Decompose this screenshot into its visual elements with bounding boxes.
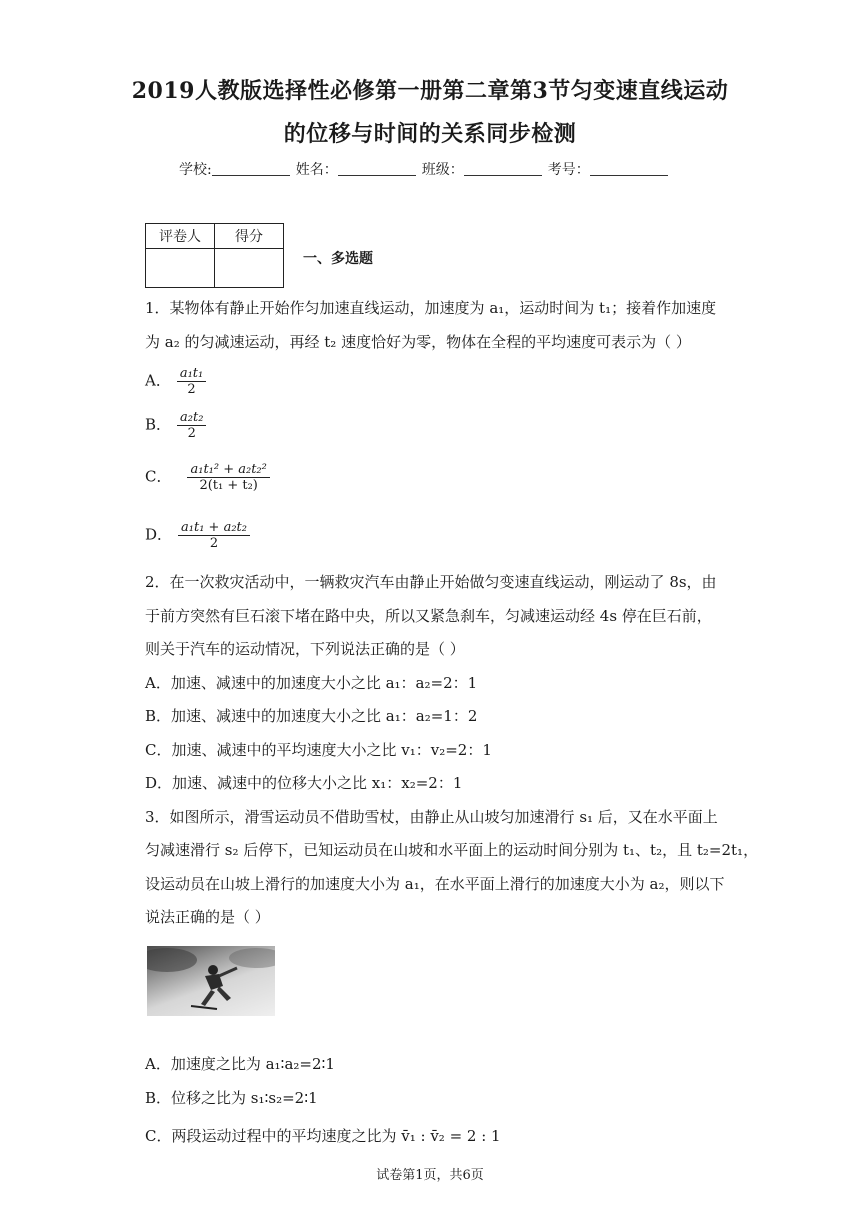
option-label: B． [145, 415, 172, 434]
number-blank[interactable] [590, 163, 668, 176]
score-cell [215, 249, 284, 288]
student-info-line [179, 159, 674, 179]
class-blank[interactable] [464, 163, 542, 176]
reviewer-cell [146, 249, 215, 288]
q2-line-2: 于前方突然有巨石滚下堵在路中央，所以又紧急刹车，匀减速运动经 4s 停在巨石前， [145, 607, 712, 625]
denominator: 2 [187, 426, 196, 441]
q3-option-c[interactable]: C．两段运动过程中的平均速度之比为 v̄₁ : v̄₂ = 2 : 1 [145, 1127, 501, 1145]
q2-option-d[interactable]: D．加速、减速中的位移大小之比 x₁：x₂=2：1 [145, 774, 463, 792]
fraction [177, 410, 206, 441]
page-footer: 试卷第1页，共6页 [376, 1168, 484, 1183]
q1-option-c[interactable] [145, 462, 270, 493]
numerator: a₁t₁ + a₂t₂ [178, 520, 250, 536]
option-label: C． [145, 467, 172, 486]
denominator: 2(t₁ + t₂) [199, 478, 258, 493]
title-line-1: 2019人教版选择性必修第一册第二章第3节匀变速直线运动 [131, 78, 729, 104]
q2-option-c[interactable]: C．加速、减速中的平均速度大小之比 v₁：v₂=2：1 [145, 741, 492, 759]
q2-option-b[interactable]: B．加速、减速中的加速度大小之比 a₁：a₂=1：2 [145, 707, 478, 725]
q3-line-2: 匀减速滑行 s₂ 后停下，已知运动员在山坡和水平面上的运动时间分别为 t₁、t₂，且 t₂=2t₁， [145, 841, 759, 859]
option-label: D． [145, 525, 173, 544]
skier-photo [147, 946, 275, 1016]
title-line-2: 的位移与时间的关系同步检测 [283, 121, 577, 147]
denominator: 2 [187, 382, 196, 397]
q3-line-3: 设运动员在山坡上滑行的加速度大小为 a₁，在水平面上滑行的加速度大小为 a₂，则以下 [145, 875, 725, 893]
q1-line-2: 为 a₂ 的匀减速运动，再经 t₂ 速度恰好为零，物体在全程的平均速度可表示为（ ） [145, 333, 691, 351]
q2-line-3: 则关于汽车的运动情况，下列说法正确的是（ ） [145, 640, 465, 658]
numerator: a₁t₁ [177, 366, 206, 382]
section-title: 一、多选题 [303, 251, 373, 267]
q1-option-d[interactable] [145, 520, 250, 551]
numerator: a₂t₂ [177, 410, 206, 426]
denominator: 2 [209, 536, 219, 551]
fraction [178, 520, 250, 551]
q3-line-4: 说法正确的是（ ） [145, 908, 270, 926]
q1-option-a[interactable] [145, 366, 206, 397]
skier-figure-icon [147, 946, 275, 1016]
reviewer-header: 评卷人 [146, 224, 215, 249]
q3-line-1: 3．如图所示，滑雪运动员不借助雪杖，由静止从山坡匀加速滑行 s₁ 后，又在水平面上 [145, 808, 718, 826]
name-blank[interactable] [338, 163, 416, 176]
score-header: 得分 [215, 224, 284, 249]
fraction [187, 462, 269, 493]
option-label: A． [145, 371, 171, 390]
fraction [177, 366, 206, 397]
q2-option-a[interactable]: A．加速、减速中的加速度大小之比 a₁：a₂=2：1 [145, 674, 478, 692]
q3-option-a[interactable]: A．加速度之比为 a₁∶a₂=2∶1 [145, 1055, 335, 1073]
score-table [145, 223, 284, 288]
q2-line-1: 2．在一次救灾活动中，一辆救灾汽车由静止开始做匀变速直线运动，刚运动了 8s，由 [145, 573, 717, 591]
q1-line-1: 1．某物体有静止开始作匀加速直线运动，加速度为 a₁，运动时间为 t₁；接着作加速度 [145, 299, 717, 317]
school-blank[interactable] [212, 163, 290, 176]
school-label: 学校: [179, 162, 212, 178]
number-label: 考号： [547, 162, 590, 178]
q3-option-b[interactable]: B．位移之比为 s₁∶s₂=2∶1 [145, 1089, 318, 1107]
class-label: 班级： [421, 162, 464, 178]
name-label: 姓名： [295, 162, 338, 178]
q1-option-b[interactable] [145, 410, 206, 441]
numerator: a₁t₁² + a₂t₂² [187, 462, 269, 478]
